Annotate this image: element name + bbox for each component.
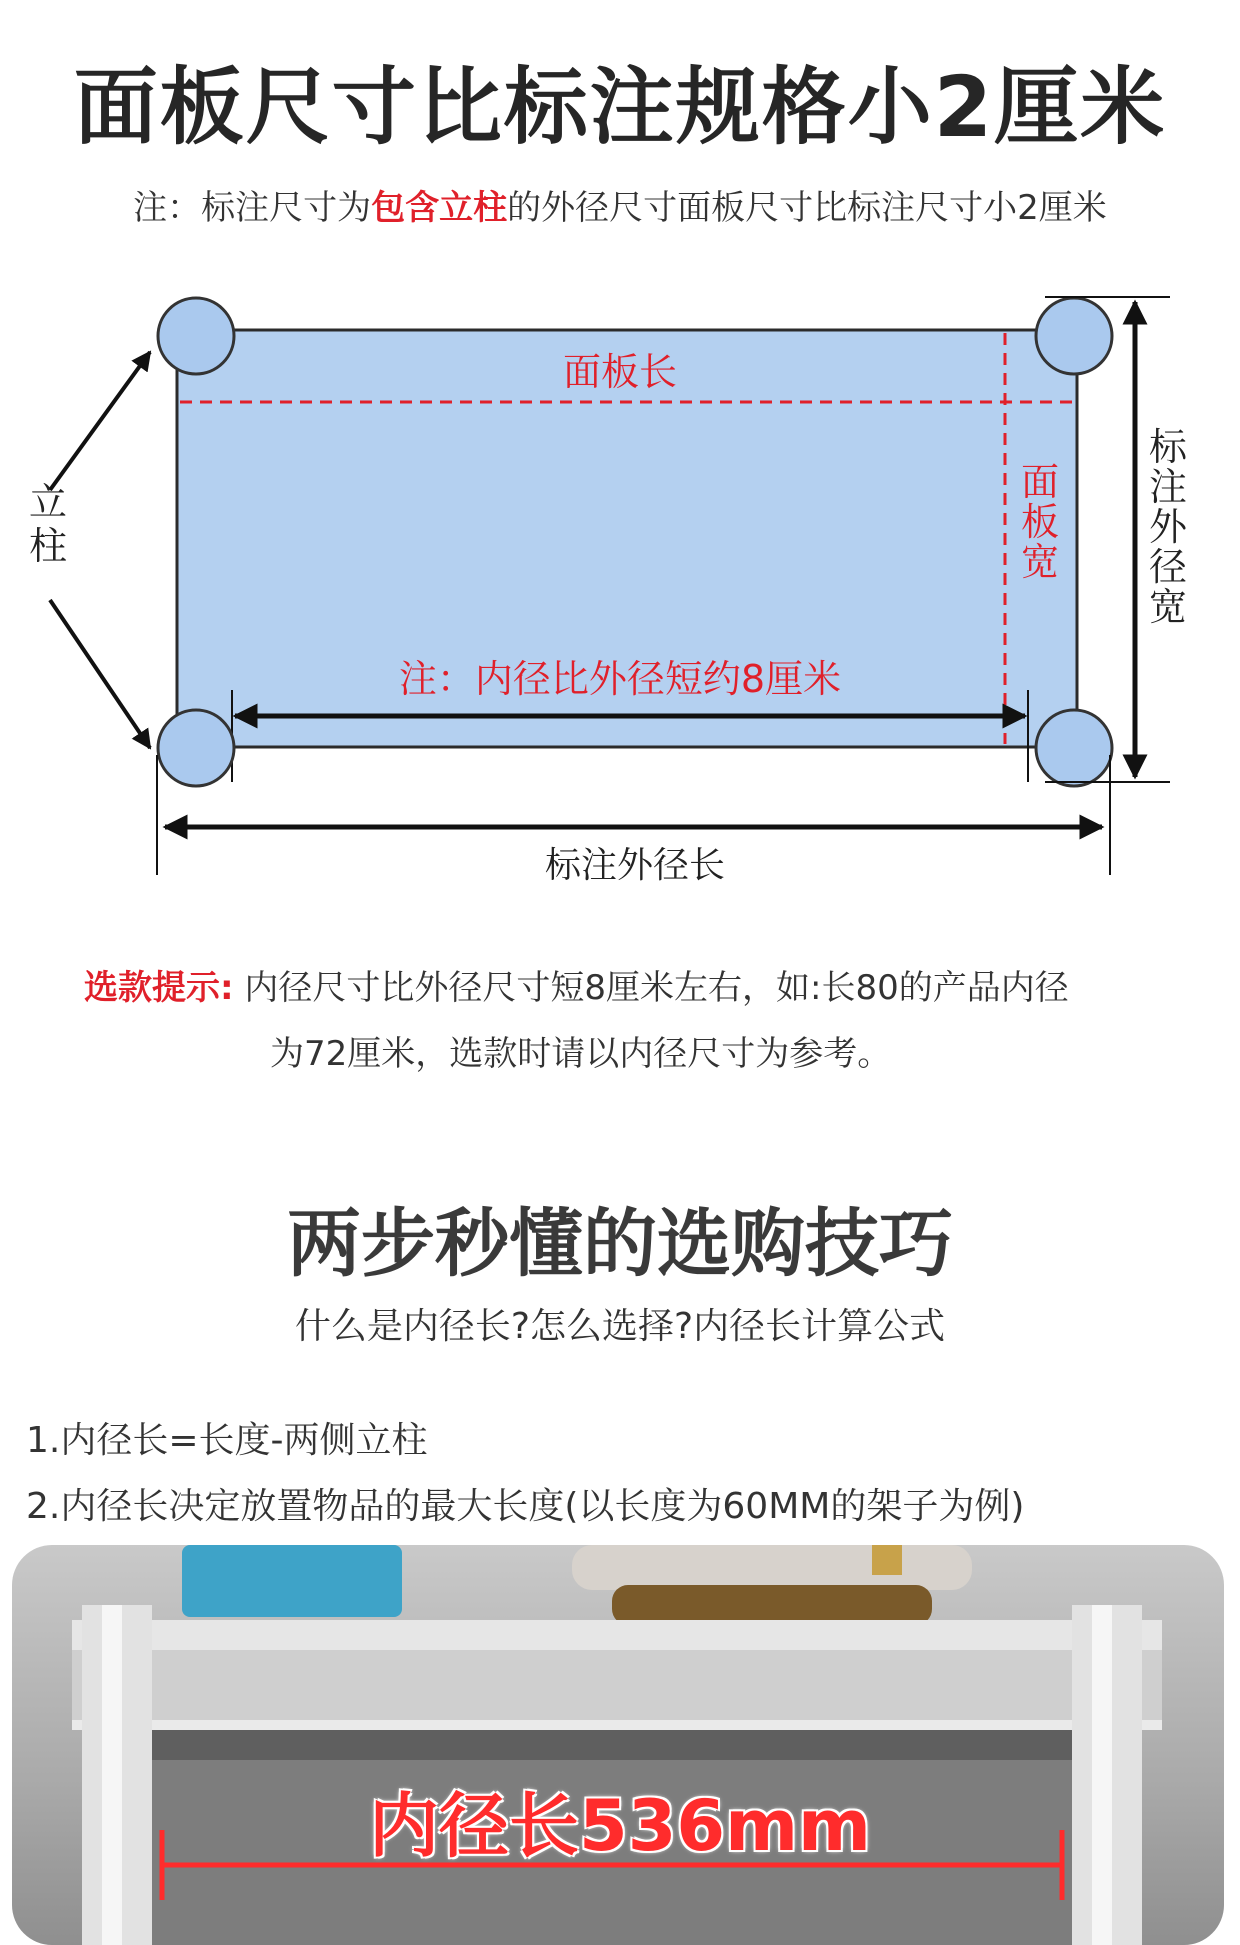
post-arrow-up — [50, 352, 150, 490]
section2-subtitle: 什么是内径长?怎么选择?内径长计算公式 — [294, 1306, 946, 1347]
tip-label: 选款提示: — [84, 968, 234, 1008]
post-bottom-right — [1036, 710, 1112, 786]
size-note-prefix: 注：标注尺寸为 — [133, 188, 372, 228]
outer-width-label: 标注外径宽 — [1148, 425, 1188, 629]
tip-line2: 为72厘米，选款时请以内径尺寸为参考。 — [270, 1034, 892, 1074]
step-1: 1.内径长=长度-两侧立柱 — [26, 1420, 428, 1461]
inner-note-label: 注：内径比外径短约8厘米 — [398, 657, 842, 701]
size-note-highlight: 包含立柱 — [371, 188, 508, 228]
post-top-left — [158, 298, 234, 374]
size-note — [0, 180, 1240, 229]
post-bottom-left — [158, 710, 234, 786]
post-top-right — [1036, 298, 1112, 374]
shelf-photo — [12, 1545, 1224, 1945]
size-note-suffix: 的外径尺寸面板尺寸比标注尺寸小2厘米 — [507, 188, 1107, 228]
post-arrow-down — [50, 600, 150, 748]
page-title: 面板尺寸比标注规格小2厘米 — [73, 58, 1167, 156]
tip-line1: 内径尺寸比外径尺寸短8厘米左右，如:长80的产品内径 — [244, 968, 1069, 1008]
size-diagram — [0, 260, 1240, 900]
panel-width-label: 面板宽 — [1020, 460, 1060, 584]
section2-title: 两步秒懂的选购技巧 — [287, 1201, 953, 1287]
panel-length-label: 面板长 — [562, 350, 678, 394]
step-2: 2.内径长决定放置物品的最大长度(以长度为60MM的架子为例) — [26, 1486, 1025, 1527]
outer-length-label: 标注外径长 — [544, 845, 726, 886]
selection-tip — [84, 955, 1194, 1087]
post-label: 立柱 — [28, 480, 68, 568]
inner-length-label: 内径长536mm — [369, 1785, 871, 1867]
